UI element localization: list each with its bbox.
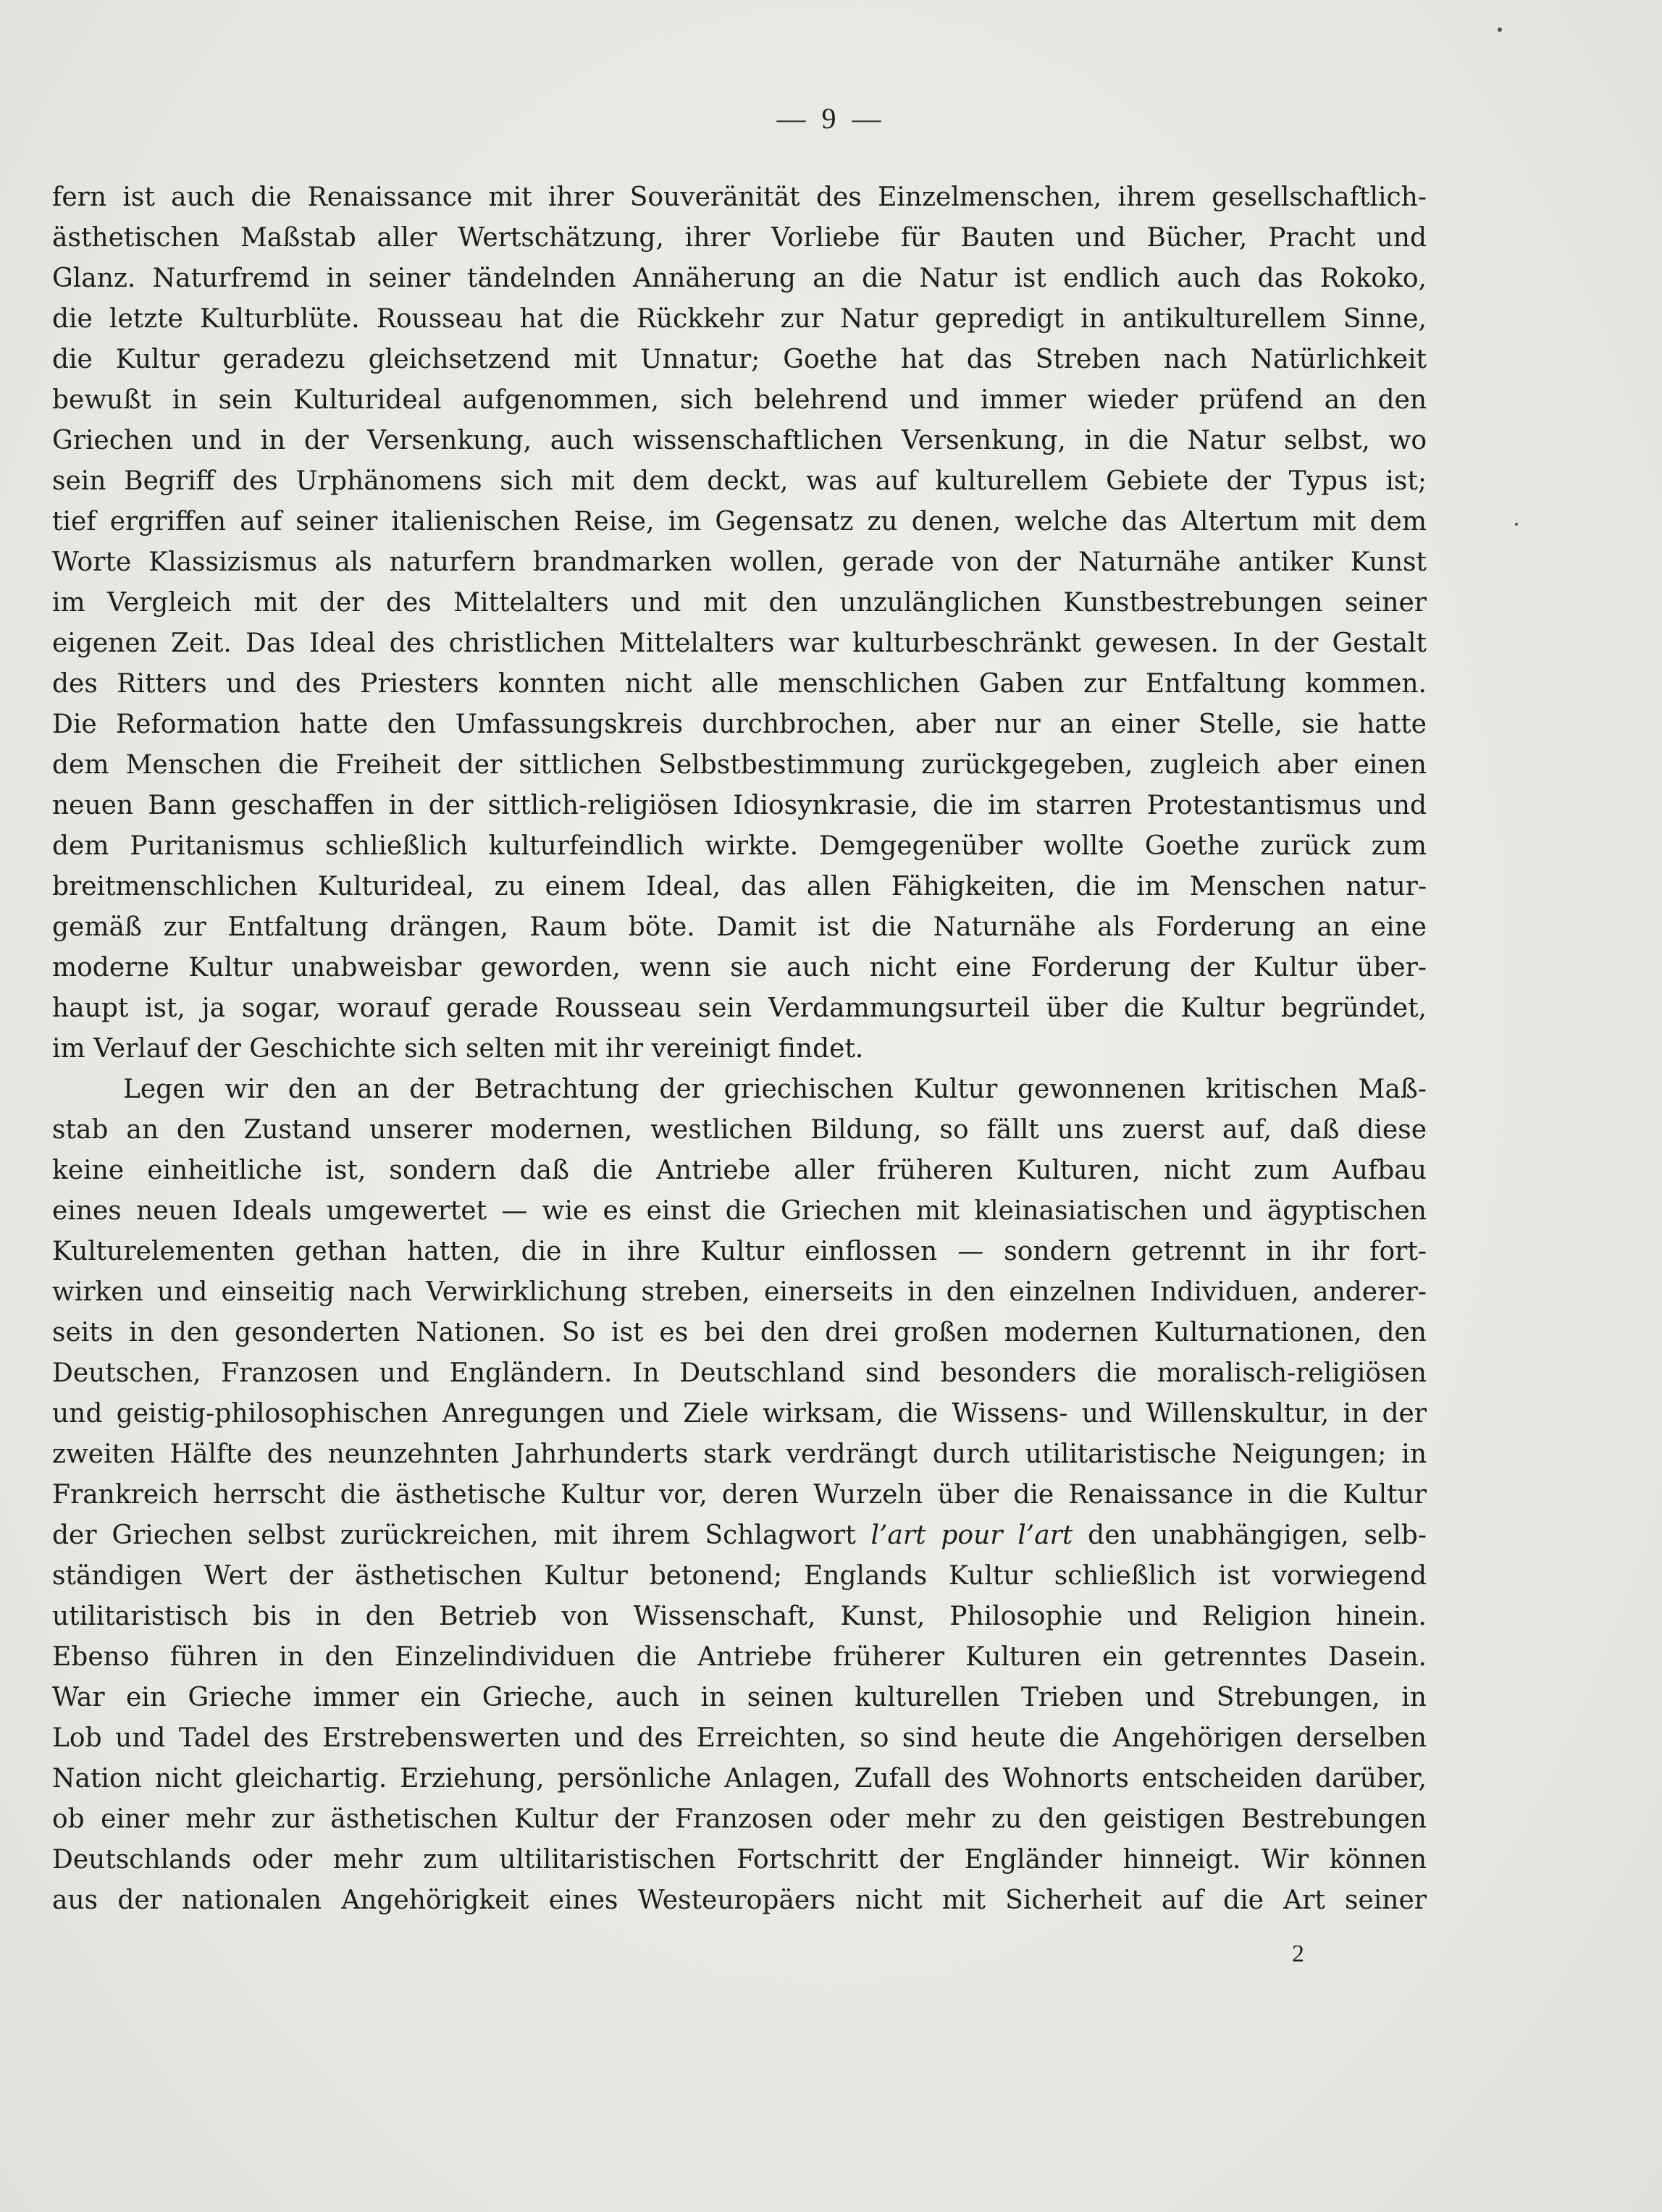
text-line: utilitaristisch bis in den Betrieb von Wissenschaft, Kunst, Philosophie und Religion hinein. [52, 1602, 1427, 1631]
text-line: eines neuen Ideals umgewertet — wie es einst die Griechen mit kleinasiatischen und ägyptischen [52, 1196, 1427, 1226]
paragraph-1 [52, 177, 1427, 1069]
scan-speck [1515, 523, 1518, 526]
text-line: die Kultur geradezu gleichsetzend mit Unnatur; Goethe hat das Streben nach Natürlichkeit [52, 345, 1427, 374]
body-text [52, 177, 1427, 1921]
text-line: ästhetischen Maßstab aller Wertschätzung, ihrer Vorliebe für Bauten und Bücher, Pracht und [52, 223, 1427, 253]
text-line: aus der nationalen Angehörigkeit eines Westeuropäers nicht mit Sicherheit auf die Art seiner [52, 1885, 1427, 1915]
text-line: Worte Klassizismus als naturfern brandmarken wollen, gerade von der Naturnähe antiker Kunst [52, 547, 1427, 577]
italic-phrase: l’art pour l’art [870, 1521, 1073, 1550]
text-line: bewußt in sein Kulturideal aufgenommen, sich belehrend und immer wieder prüfend an den [52, 385, 1427, 415]
scan-speck [1498, 28, 1502, 32]
text-line: Kulturelementen gethan hatten, die in ihre Kultur einflossen — sondern getrennt in ihr fort- [52, 1237, 1427, 1266]
text-line: tief ergriffen auf seiner italienischen Reise, im Gegensatz zu denen, welche das Altertum mit dem [52, 507, 1427, 537]
text-line: breitmenschlichen Kulturideal, zu einem Ideal, das allen Fähigkeiten, die im Menschen natur- [52, 872, 1427, 901]
text-line: stab an den Zustand unserer modernen, westlichen Bildung, so fällt uns zuerst auf, daß diese [52, 1115, 1427, 1145]
text-line: eigenen Zeit. Das Ideal des christlichen Mittelalters war kulturbeschränkt gewesen. In der Gestalt [52, 628, 1427, 658]
text-line: Nation nicht gleichartig. Erziehung, persönliche Anlagen, Zufall des Wohnorts entscheiden darüber, [52, 1764, 1427, 1793]
text-line: dem Menschen die Freiheit der sittlichen Selbstbestimmung zurückgegeben, zugleich aber einen [52, 750, 1427, 780]
text-line: War ein Grieche immer ein Grieche, auch in seinen kulturellen Trieben und Strebungen, in [52, 1683, 1427, 1712]
text-line: im Vergleich mit der des Mittelalters und mit den unzulänglichen Kunstbestrebungen seiner [52, 588, 1427, 618]
text-line: Griechen und in der Versenkung, auch wissenschaftlichen Versenkung, in die Natur selbst, wo [52, 426, 1427, 455]
text-line: des Ritters und des Priesters konnten nicht alle menschlichen Gaben zur Entfaltung kommen. [52, 669, 1427, 699]
text-line: ständigen Wert der ästhetischen Kultur betonend; Englands Kultur schließlich ist vorwiegend [52, 1561, 1427, 1591]
text-line: Ebenso führen in den Einzelindividuen die Antriebe früherer Kulturen ein getrenntes Dasein. [52, 1642, 1427, 1672]
text-line: neuen Bann geschaffen in der sittlich-religiösen Idiosynkrasie, die im starren Protestantismus und [52, 791, 1427, 820]
text-line: die letzte Kulturblüte. Rousseau hat die Rückkehr zur Natur gepredigt in antikulturellem Sinne, [52, 304, 1427, 334]
line-segment: den unabhängigen, selb- [1073, 1521, 1427, 1550]
text-line: zweiten Hälfte des neunzehnten Jahrhunderts stark verdrängt durch utilitaristische Neigungen; in [52, 1439, 1427, 1469]
page-number: — 9 — [776, 102, 886, 135]
line-segment: der Griechen selbst zurückreichen, mit ihrem Schlagwort [52, 1521, 871, 1550]
text-line: seits in den gesonderten Nationen. So ist es bei den drei großen modernen Kulturnationen, den [52, 1318, 1427, 1347]
text-line: haupt ist, ja sogar, worauf gerade Rousseau sein Verdammungsurteil über die Kultur begründet, [52, 993, 1427, 1023]
paragraph-2 [52, 1069, 1427, 1515]
text-line: Glanz. Naturfremd in seiner tändelnden Annäherung an die Natur ist endlich auch das Rokoko, [52, 264, 1427, 293]
text-line: Deutschlands oder mehr zum ultilitaristischen Fortschritt der Engländer hinneigt. Wir können [52, 1845, 1427, 1875]
text-line: Lob und Tadel des Erstrebenswerten und des Erreichten, so sind heute die Angehörigen derselben [52, 1723, 1427, 1753]
text-line: Deutschen, Franzosen und Engländern. In Deutschland sind besonders die moralisch-religiösen [52, 1358, 1427, 1388]
signature-mark: 2 [1292, 1940, 1304, 1967]
text-line: ob einer mehr zur ästhetischen Kultur der Franzosen oder mehr zu den geistigen Bestrebungen [52, 1804, 1427, 1834]
text-line: Frankreich herrscht die ästhetische Kultur vor, deren Wurzeln über die Renaissance in die Kultur [52, 1480, 1427, 1510]
text-line: Die Reformation hatte den Umfassungskreis durchbrochen, aber nur an einer Stelle, sie hatte [52, 710, 1427, 739]
text-line: wirken und einseitig nach Verwirklichung streben, einerseits in den einzelnen Individuen, anderer- [52, 1277, 1427, 1307]
text-line: Legen wir den an der Betrachtung der griechischen Kultur gewonnenen kritischen Maß- [123, 1075, 1427, 1104]
text-line: moderne Kultur unabweisbar geworden, wenn sie auch nicht eine Forderung der Kultur über- [52, 953, 1427, 983]
text-line-italic [52, 1515, 1427, 1556]
text-line: und geistig-philosophischen Anregungen und Ziele wirksam, die Wissens- und Willenskultur, in der [52, 1399, 1427, 1429]
text-line: sein Begriff des Urphänomens sich mit dem deckt, was auf kulturellem Gebiete der Typus ist; [52, 466, 1427, 496]
text-line: dem Puritanismus schließlich kulturfeindlich wirkte. Demgegenüber wollte Goethe zurück zum [52, 831, 1427, 861]
text-line: fern ist auch die Renaissance mit ihrer Souveränität des Einzelmenschen, ihrem gesellschaftlich- [52, 182, 1427, 212]
paragraph-2-continued [52, 1556, 1427, 1921]
text-line: im Verlauf der Geschichte sich selten mit ihr vereinigt findet. [52, 1034, 864, 1064]
text-line: gemäß zur Entfaltung drängen, Raum böte. Damit ist die Naturnähe als Forderung an eine [52, 912, 1427, 942]
text-line: keine einheitliche ist, sondern daß die Antriebe aller früheren Kulturen, nicht zum Aufbau [52, 1156, 1427, 1185]
